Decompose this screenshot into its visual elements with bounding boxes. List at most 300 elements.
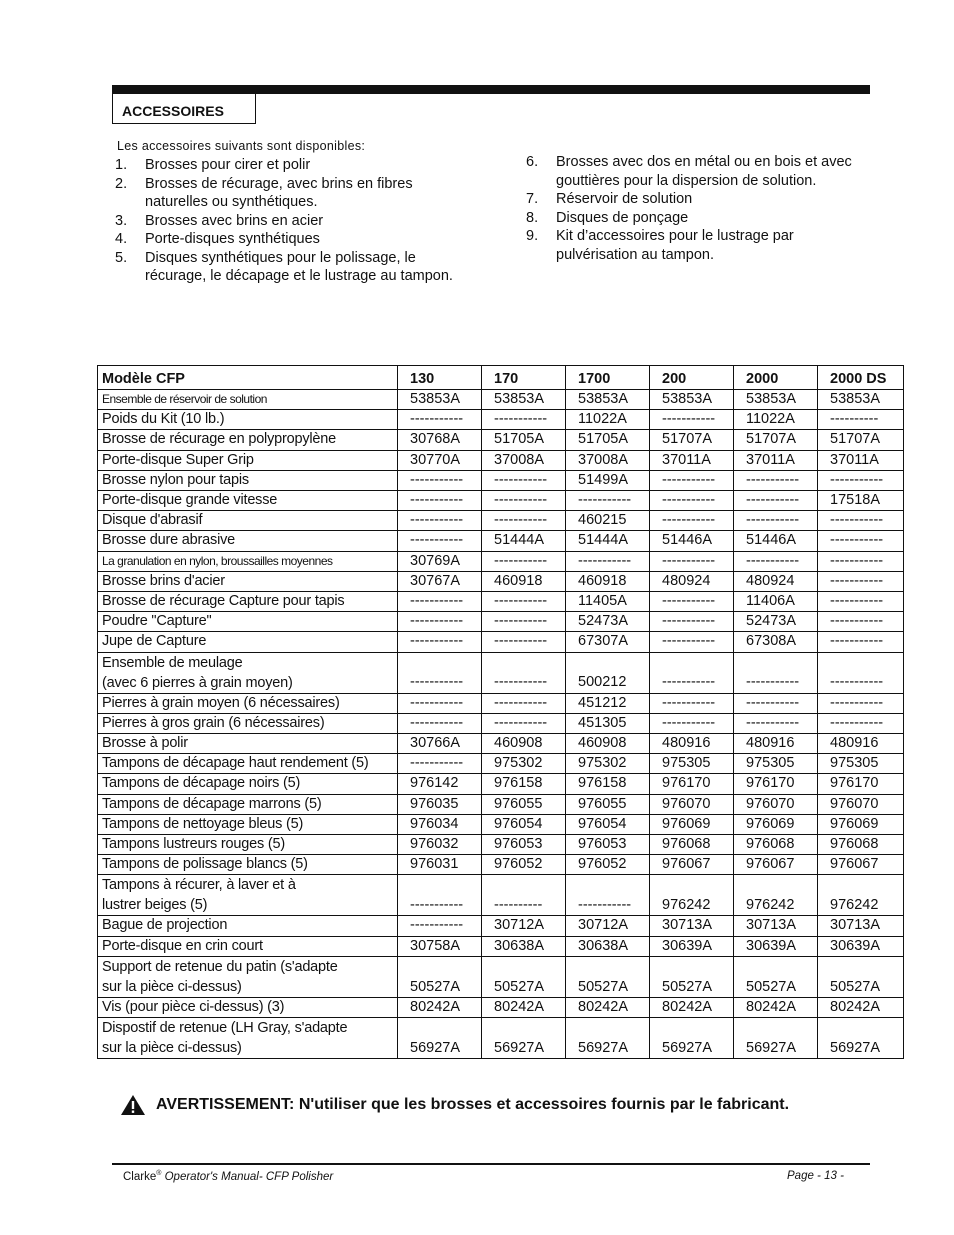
part-number-cell: ----------- [818,612,904,632]
part-number-cell: 460918 [482,571,566,591]
accessories-list-left [115,156,485,286]
part-name-cell [98,774,398,794]
part-number-cell: 30713A [650,916,734,936]
part-number-cell: 976035 [398,794,482,814]
table-row [98,936,904,956]
accessory-text: gouttières pour la dispersion de solution. [556,172,817,189]
part-number-cell: 37008A [566,450,650,470]
part-name: Brosse brins d'acier [102,572,225,589]
accessory-number: 3. [115,212,128,229]
table-row [98,430,904,450]
column-header-1700: 1700 [566,366,650,390]
part-number-cell: 976070 [818,794,904,814]
part-number-cell: 56927A [482,1018,566,1059]
part-number-cell: 30639A [650,936,734,956]
part-name-cell [98,470,398,490]
part-name: Brosse de récurage Capture pour tapis [102,593,345,610]
part-number-cell: 50527A [482,956,566,997]
accessory-text: pulvérisation au tampon. [556,246,714,263]
part-number-cell: 976031 [398,855,482,875]
part-number-cell: 80242A [566,997,650,1017]
intro-text: Les accessoires suivants sont disponibles: [117,139,366,153]
part-number-cell: ----------- [650,470,734,490]
part-number-cell: 50527A [818,956,904,997]
part-number-cell: ----------- [566,551,650,571]
part-number-cell: ----------- [482,632,566,652]
part-number-cell: 50527A [566,956,650,997]
part-number-cell: 52473A [734,612,818,632]
part-name-cell [98,835,398,855]
part-number-cell: ----------- [734,551,818,571]
page-number: Page - 13 - [787,1170,844,1182]
part-number-cell: 51705A [566,430,650,450]
part-name: Tampons de nettoyage bleus (5) [102,815,304,832]
part-number-cell: ----------- [650,410,734,430]
accessory-text: Brosses avec brins en acier [145,212,324,229]
part-number-cell: ----------- [482,410,566,430]
part-name: Jupe de Capture [102,633,207,650]
part-name: La granulation en nylon, broussailles moyennes [102,553,333,568]
column-header-200: 200 [650,366,734,390]
part-name-cell [98,571,398,591]
part-number-cell: ----------- [734,491,818,511]
part-number-cell: 480916 [818,734,904,754]
part-name: Porte-disque en crin court [102,937,263,954]
part-name: Ensemble de meulage [102,654,243,671]
table-row [98,713,904,733]
part-number-cell: 976158 [566,774,650,794]
accessory-text: Brosses pour cirer et polir [145,157,311,173]
part-number-cell: 30639A [818,936,904,956]
part-number-cell: 37011A [734,450,818,470]
column-header-2000-ds: 2000 DS [818,366,904,390]
part-number-cell: 30712A [566,916,650,936]
part-number-cell: 976067 [818,855,904,875]
part-number-cell: 80242A [650,997,734,1017]
part-number-cell: 52473A [566,612,650,632]
part-number-cell: 976242 [734,875,818,916]
part-name: Porte-disque grande vitesse [102,492,278,509]
part-number-cell: 976158 [482,774,566,794]
part-number-cell: ----------- [566,491,650,511]
part-number-cell: ----------- [398,491,482,511]
part-name: Bague de projection [102,917,228,934]
part-number-cell: ----------- [650,491,734,511]
part-number-cell: 500212 [566,652,650,693]
part-number-cell: 460908 [482,734,566,754]
accessory-item [115,175,485,212]
part-name: Tampons lustreurs rouges (5) [102,836,285,853]
part-number-cell: 37011A [650,450,734,470]
part-number-cell: ----------- [398,612,482,632]
accessory-number: 5. [115,249,128,266]
part-number-cell: 976054 [566,814,650,834]
part-number-cell: 53853A [734,390,818,410]
part-name-cell [98,531,398,551]
accessory-text: Disques de ponçage [556,209,689,226]
part-number-cell: 30770A [398,450,482,470]
part-number-cell: 11405A [566,592,650,612]
footer-brand: Clarke [123,1170,157,1183]
part-number-cell: ----------- [650,551,734,571]
part-name: sur la pièce ci-dessus) [102,1040,242,1057]
parts-table [97,365,904,1059]
part-number-cell: 17518A [818,491,904,511]
part-number-cell: ----------- [650,652,734,693]
table-row [98,491,904,511]
part-number-cell: ----------- [482,592,566,612]
part-number-cell: 30767A [398,571,482,591]
part-number-cell: ---------- [818,410,904,430]
part-number-cell: 976142 [398,774,482,794]
accessory-text: Disques synthétiques pour le polissage, le [145,249,416,266]
part-number-cell: 975305 [734,754,818,774]
table-row [98,855,904,875]
part-name: Tampons de polissage blancs (5) [102,856,308,873]
part-number-cell: ----------- [818,632,904,652]
part-number-cell: 976055 [482,794,566,814]
part-number-cell: ----------- [650,592,734,612]
table-row [98,531,904,551]
table-row [98,835,904,855]
part-name: Brosse dure abrasive [102,532,236,549]
part-number-cell: 37008A [482,450,566,470]
accessories-list-right [526,153,876,264]
table-row [98,511,904,531]
part-number-cell: ----------- [734,693,818,713]
table-row [98,734,904,754]
part-name-cell [98,794,398,814]
part-number-cell: 56927A [398,1018,482,1059]
part-number-cell: ----------- [482,470,566,490]
part-number-cell: 56927A [566,1018,650,1059]
part-number-cell: 53853A [482,390,566,410]
part-number-cell: ----------- [398,531,482,551]
part-number-cell: 976032 [398,835,482,855]
part-number-cell: ----------- [818,592,904,612]
part-number-cell: ----------- [398,592,482,612]
part-number-cell: 30766A [398,734,482,754]
part-name-cell [98,632,398,652]
part-number-cell: 50527A [734,956,818,997]
accessory-number: 6. [526,154,539,170]
accessory-text: Brosses de récurage, avec brins en fibres [145,175,413,192]
part-number-cell: 976055 [566,794,650,814]
part-number-cell: ----------- [818,693,904,713]
part-number-cell: ----------- [818,551,904,571]
table-row [98,592,904,612]
warning-triangle-icon [120,1094,146,1116]
part-number-cell: 80242A [398,997,482,1017]
part-number-cell: 976069 [734,814,818,834]
part-number-cell: 53853A [650,390,734,410]
part-number-cell: ----------- [482,491,566,511]
part-number-cell: 976242 [650,875,734,916]
part-number-cell: 50527A [398,956,482,997]
part-number-cell: ----------- [482,511,566,531]
table-row [98,1018,904,1059]
part-number-cell: ----------- [734,470,818,490]
part-number-cell: ----------- [818,713,904,733]
part-name-cell [98,734,398,754]
part-number-cell: ----------- [482,551,566,571]
part-name: Vis (pour pièce ci-dessus) (3) [102,998,285,1015]
part-name-cell [98,390,398,410]
part-number-cell: ----------- [482,612,566,632]
part-name: Pierres à grain moyen (6 nécessaires) [102,694,340,711]
part-name: Ensemble de réservoir de solution [102,392,267,406]
part-number-cell: 976053 [566,835,650,855]
part-number-cell: 30712A [482,916,566,936]
table-row [98,551,904,571]
part-number-cell: 976068 [818,835,904,855]
part-number-cell: ----------- [398,410,482,430]
part-number-cell: ----------- [482,693,566,713]
part-number-cell: 11022A [566,410,650,430]
part-number-cell: 80242A [734,997,818,1017]
part-number-cell: ----------- [734,713,818,733]
part-name: Tampons de décapage noirs (5) [102,775,301,792]
part-number-cell: ---------- [482,875,566,916]
footer-manual-title [123,1170,333,1183]
part-number-cell: ----------- [398,754,482,774]
part-number-cell: ----------- [482,713,566,733]
table-row [98,612,904,632]
accessory-text: naturelles ou synthétiques. [145,194,318,210]
part-number-cell: 80242A [818,997,904,1017]
part-number-cell: ----------- [650,713,734,733]
part-name: Tampons de décapage haut rendement (5) [102,755,369,772]
table-row [98,916,904,936]
warning-text: AVERTISSEMENT: N'utiliser que les brosses et accessoires fournis par le fabricant. [156,1096,790,1113]
table-row [98,571,904,591]
part-name: Tampons de décapage marrons (5) [102,795,322,812]
part-number-cell: ----------- [398,693,482,713]
part-number-cell: ----------- [734,652,818,693]
part-number-cell: ----------- [482,652,566,693]
part-number-cell: 51705A [482,430,566,450]
table-row [98,754,904,774]
part-number-cell: 30768A [398,430,482,450]
accessory-item [115,212,485,231]
part-number-cell: 460215 [566,511,650,531]
part-number-cell: 51707A [650,430,734,450]
part-number-cell: 37011A [818,450,904,470]
part-number-cell: 976067 [734,855,818,875]
part-number-cell: ----------- [398,511,482,531]
part-number-cell: 51446A [734,531,818,551]
part-number-cell: 976069 [650,814,734,834]
table-row [98,470,904,490]
part-number-cell: 976068 [650,835,734,855]
part-number-cell: 976170 [734,774,818,794]
part-name-cell [98,814,398,834]
table-row [98,652,904,693]
part-number-cell: 976242 [818,875,904,916]
part-number-cell: ----------- [650,693,734,713]
part-number-cell: ----------- [818,470,904,490]
part-number-cell: ----------- [734,511,818,531]
part-number-cell: ----------- [818,571,904,591]
accessory-item [526,227,876,264]
part-number-cell: 67308A [734,632,818,652]
part-number-cell: 451305 [566,713,650,733]
part-number-cell: ----------- [398,632,482,652]
table-row [98,693,904,713]
accessory-number: 2. [115,175,128,192]
part-name-cell [98,592,398,612]
part-number-cell: 51707A [818,430,904,450]
part-number-cell: 460918 [566,571,650,591]
part-name-cell [98,491,398,511]
table-row [98,410,904,430]
column-header-2000: 2000 [734,366,818,390]
part-name-cell [98,1018,398,1059]
part-name-cell [98,956,398,997]
part-name: Brosse de récurage en polypropylène [102,431,337,448]
part-name: lustrer beiges (5) [102,897,208,914]
part-name-cell [98,511,398,531]
part-number-cell: ----------- [650,612,734,632]
part-number-cell: 53853A [566,390,650,410]
table-row [98,875,904,916]
part-name-cell [98,916,398,936]
table-row [98,997,904,1017]
part-name: Disque d'abrasif [102,512,203,529]
part-number-cell: ----------- [398,713,482,733]
part-number-cell: 56927A [650,1018,734,1059]
accessory-item [115,156,485,175]
column-header-model: Modèle CFP [98,366,398,390]
part-number-cell: 976034 [398,814,482,834]
accessory-item [526,209,876,228]
part-name: Support de retenue du patin (s'adapte [102,958,338,975]
part-number-cell: ----------- [818,531,904,551]
part-number-cell: 30769A [398,551,482,571]
part-number-cell: 976170 [650,774,734,794]
part-number-cell: 976052 [482,855,566,875]
table-row [98,390,904,410]
header-rule [112,85,870,94]
accessory-text: récurage, le décapage et le lustrage au tampon. [145,268,453,284]
part-number-cell: 976170 [818,774,904,794]
warning-notice [120,1094,789,1116]
part-name-cell [98,875,398,916]
part-number-cell: ----------- [398,470,482,490]
column-header-130: 130 [398,366,482,390]
part-name-cell [98,551,398,571]
accessory-number: 8. [526,209,539,226]
part-name: Brosse nylon pour tapis [102,471,249,488]
accessory-text: Porte-disques synthétiques [145,231,320,247]
section-title: ACCESSOIRES [112,94,256,124]
part-name: Porte-disque Super Grip [102,451,254,468]
part-number-cell: 30713A [818,916,904,936]
part-name: Poudre "Capture" [102,613,212,630]
part-number-cell: 53853A [398,390,482,410]
part-number-cell: 976070 [650,794,734,814]
part-number-cell: 56927A [818,1018,904,1059]
part-number-cell: 480924 [650,571,734,591]
part-number-cell: 56927A [734,1018,818,1059]
part-number-cell: 976068 [734,835,818,855]
part-number-cell: 30639A [734,936,818,956]
part-number-cell: 53853A [818,390,904,410]
part-name-cell [98,754,398,774]
part-name-cell [98,450,398,470]
part-number-cell: 51707A [734,430,818,450]
part-number-cell: 30638A [566,936,650,956]
table-row [98,794,904,814]
table-row [98,632,904,652]
part-number-cell: 976053 [482,835,566,855]
part-number-cell: ----------- [650,632,734,652]
part-number-cell: 976052 [566,855,650,875]
part-number-cell: 451212 [566,693,650,713]
part-name-cell [98,936,398,956]
part-number-cell: ----------- [818,511,904,531]
part-number-cell: 67307A [566,632,650,652]
accessory-item [526,190,876,209]
part-number-cell: ----------- [650,511,734,531]
table-row [98,814,904,834]
footer-rule [112,1163,870,1165]
table-row [98,774,904,794]
part-number-cell: 11406A [734,592,818,612]
table-body [98,390,904,1059]
part-number-cell: 976070 [734,794,818,814]
part-number-cell: 51444A [482,531,566,551]
part-name-cell [98,693,398,713]
part-name-cell [98,430,398,450]
part-number-cell: 975302 [566,754,650,774]
part-number-cell: 460908 [566,734,650,754]
column-header-170: 170 [482,366,566,390]
part-number-cell: 976069 [818,814,904,834]
part-number-cell: 50527A [650,956,734,997]
part-name-cell [98,652,398,693]
part-number-cell: ----------- [566,875,650,916]
part-number-cell: ----------- [398,875,482,916]
part-name: (avec 6 pierres à grain moyen) [102,674,293,691]
part-name-cell [98,410,398,430]
part-name-cell [98,855,398,875]
registered-mark: ® [156,1170,162,1177]
accessory-number: 9. [526,228,539,244]
part-number-cell: 480916 [734,734,818,754]
part-number-cell: 975305 [650,754,734,774]
accessory-item [526,153,876,190]
part-number-cell: 51446A [650,531,734,551]
accessory-text: Kit d’accessoires pour le lustrage par [556,228,794,244]
footer-manual: Operator's Manual- CFP Polisher [164,1170,334,1183]
table-row [98,956,904,997]
accessory-item [115,249,485,286]
part-name: Poids du Kit (10 lb.) [102,411,225,428]
part-number-cell: 80242A [482,997,566,1017]
part-number-cell: ----------- [818,652,904,693]
accessory-text: Brosses avec dos en métal ou en bois et avec [556,154,852,170]
part-number-cell: 11022A [734,410,818,430]
accessory-number: 1. [115,157,128,173]
part-name: Pierres à gros grain (6 nécessaires) [102,714,325,731]
part-number-cell: 976054 [482,814,566,834]
accessory-item [115,230,485,249]
accessory-number: 4. [115,231,128,247]
part-name: sur la pièce ci-dessus) [102,978,242,995]
part-number-cell: 30713A [734,916,818,936]
accessory-text: Réservoir de solution [556,191,693,207]
